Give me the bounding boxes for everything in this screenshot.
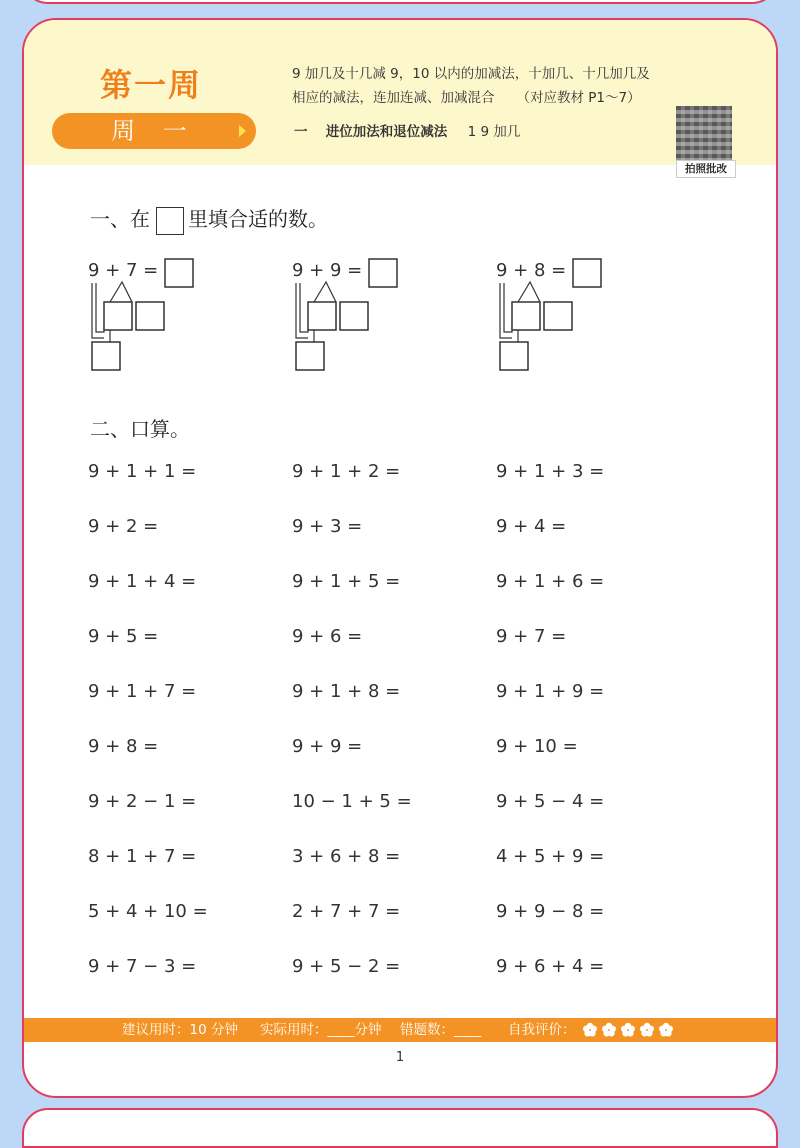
arithmetic-problem: 9 + 9 = bbox=[292, 736, 363, 757]
flower-icon bbox=[621, 1023, 635, 1037]
diagram-lines bbox=[496, 258, 626, 378]
self-evaluation bbox=[508, 1018, 678, 1042]
arithmetic-problem: 8 + 1 + 7 = bbox=[88, 846, 197, 867]
split-line bbox=[314, 282, 336, 302]
arithmetic-problem: 9 + 1 + 4 = bbox=[88, 571, 197, 592]
section-1-title-end: 里填合适的数。 bbox=[188, 207, 328, 231]
answer-box[interactable] bbox=[500, 342, 528, 370]
answer-box[interactable] bbox=[544, 302, 572, 330]
day-label: 周 一 bbox=[111, 117, 197, 145]
arithmetic-problem: 9 + 1 + 3 = bbox=[496, 461, 605, 482]
arithmetic-problem: 9 + 4 = bbox=[496, 516, 567, 537]
unit-title: 进位加法和退位减法 bbox=[325, 124, 448, 140]
arithmetic-problem: 4 + 5 + 9 = bbox=[496, 846, 605, 867]
connector-line bbox=[92, 283, 104, 338]
arithmetic-problem: 9 + 1 + 6 = bbox=[496, 571, 605, 592]
section-2-title: 二、口算。 bbox=[90, 417, 190, 441]
qr-label: 拍照批改 bbox=[676, 160, 736, 178]
connector-line bbox=[300, 283, 308, 332]
arithmetic-problem: 9 + 1 + 1 = bbox=[88, 461, 197, 482]
lesson-title: 1 9 加几 bbox=[467, 124, 521, 140]
arithmetic-problem: 9 + 1 + 7 = bbox=[88, 681, 197, 702]
footer-bar bbox=[24, 1018, 776, 1042]
arithmetic-problem: 3 + 6 + 8 = bbox=[292, 846, 401, 867]
error-count: 错题数：____ bbox=[400, 1022, 481, 1038]
flower-icon bbox=[640, 1023, 654, 1037]
arithmetic-problem: 9 + 9 − 8 = bbox=[496, 901, 605, 922]
decomposition-diagram-1 bbox=[88, 258, 218, 378]
arithmetic-problem: 5 + 4 + 10 = bbox=[88, 901, 208, 922]
arithmetic-problem: 9 + 1 + 5 = bbox=[292, 571, 401, 592]
diagram-equation: 9 + 7 = bbox=[88, 260, 159, 281]
answer-box-sample bbox=[156, 207, 184, 235]
section-1-title bbox=[90, 203, 328, 235]
answer-box[interactable] bbox=[296, 342, 324, 370]
actual-time: 实际用时：____分钟 bbox=[260, 1022, 382, 1038]
flower-rating-icons[interactable] bbox=[582, 1022, 678, 1038]
arithmetic-problem: 9 + 7 = bbox=[496, 626, 567, 647]
lesson-heading bbox=[294, 120, 520, 140]
answer-box[interactable] bbox=[104, 302, 132, 330]
arithmetic-problem: 9 + 1 + 8 = bbox=[292, 681, 401, 702]
decomposition-diagram-3 bbox=[496, 258, 626, 378]
split-line bbox=[110, 282, 132, 302]
arithmetic-problem: 9 + 2 − 1 = bbox=[88, 791, 197, 812]
answer-box[interactable] bbox=[308, 302, 336, 330]
textbook-reference: （对应教材 P1～7） bbox=[516, 90, 641, 106]
connector-line bbox=[504, 283, 512, 332]
arithmetic-problem: 9 + 5 = bbox=[88, 626, 159, 647]
arithmetic-problem: 9 + 7 − 3 = bbox=[88, 956, 197, 977]
flower-icon bbox=[583, 1023, 597, 1037]
arithmetic-problem: 9 + 5 − 2 = bbox=[292, 956, 401, 977]
topics-description bbox=[292, 62, 672, 110]
flower-icon bbox=[659, 1023, 673, 1037]
arithmetic-problem: 2 + 7 + 7 = bbox=[292, 901, 401, 922]
day-label-pill bbox=[52, 113, 256, 149]
connector-line bbox=[296, 283, 308, 338]
arithmetic-problem: 9 + 6 + 4 = bbox=[496, 956, 605, 977]
header-band bbox=[24, 20, 776, 175]
topics-line-2: 相应的减法，连加连减、加减混合 bbox=[292, 90, 495, 106]
decomposition-diagram-2 bbox=[292, 258, 422, 378]
week-title: 第一周 bbox=[100, 66, 203, 104]
arithmetic-problem: 9 + 2 = bbox=[88, 516, 159, 537]
arithmetic-problem: 10 − 1 + 5 = bbox=[292, 791, 412, 812]
arithmetic-problem: 9 + 6 = bbox=[292, 626, 363, 647]
section-1-title-start: 一、在 bbox=[90, 207, 150, 231]
answer-box[interactable] bbox=[92, 342, 120, 370]
connector-line bbox=[500, 283, 512, 338]
answer-box[interactable] bbox=[136, 302, 164, 330]
answer-box[interactable] bbox=[369, 259, 397, 287]
arithmetic-problem: 9 + 1 + 2 = bbox=[292, 461, 401, 482]
worksheet-page bbox=[22, 18, 778, 1098]
flower-icon bbox=[602, 1023, 616, 1037]
diagram-lines bbox=[88, 258, 218, 378]
arithmetic-problem: 9 + 1 + 9 = bbox=[496, 681, 605, 702]
page-number: 1 bbox=[395, 1050, 405, 1065]
answer-box[interactable] bbox=[340, 302, 368, 330]
arrow-right-icon bbox=[239, 125, 246, 137]
unit-number: 一 bbox=[294, 124, 308, 140]
arithmetic-problem: 9 + 5 − 4 = bbox=[496, 791, 605, 812]
qr-code-icon[interactable] bbox=[676, 106, 732, 162]
previous-page-edge bbox=[22, 0, 778, 4]
arithmetic-problem: 9 + 3 = bbox=[292, 516, 363, 537]
next-page-edge bbox=[22, 1108, 778, 1148]
arithmetic-problem: 9 + 10 = bbox=[496, 736, 578, 757]
topics-line-1: 9 加几及十几减 9，10 以内的加减法，十加几、十几加几及 bbox=[292, 66, 650, 82]
connector-line bbox=[96, 283, 104, 332]
split-line bbox=[518, 282, 540, 302]
suggested-time: 建议用时：10 分钟 bbox=[122, 1022, 238, 1038]
self-evaluation-label: 自我评价： bbox=[508, 1022, 576, 1038]
diagram-equation: 9 + 9 = bbox=[292, 260, 363, 281]
answer-box[interactable] bbox=[573, 259, 601, 287]
diagram-lines bbox=[292, 258, 422, 378]
diagram-equation: 9 + 8 = bbox=[496, 260, 567, 281]
answer-box[interactable] bbox=[165, 259, 193, 287]
arithmetic-problem: 9 + 8 = bbox=[88, 736, 159, 757]
answer-box[interactable] bbox=[512, 302, 540, 330]
